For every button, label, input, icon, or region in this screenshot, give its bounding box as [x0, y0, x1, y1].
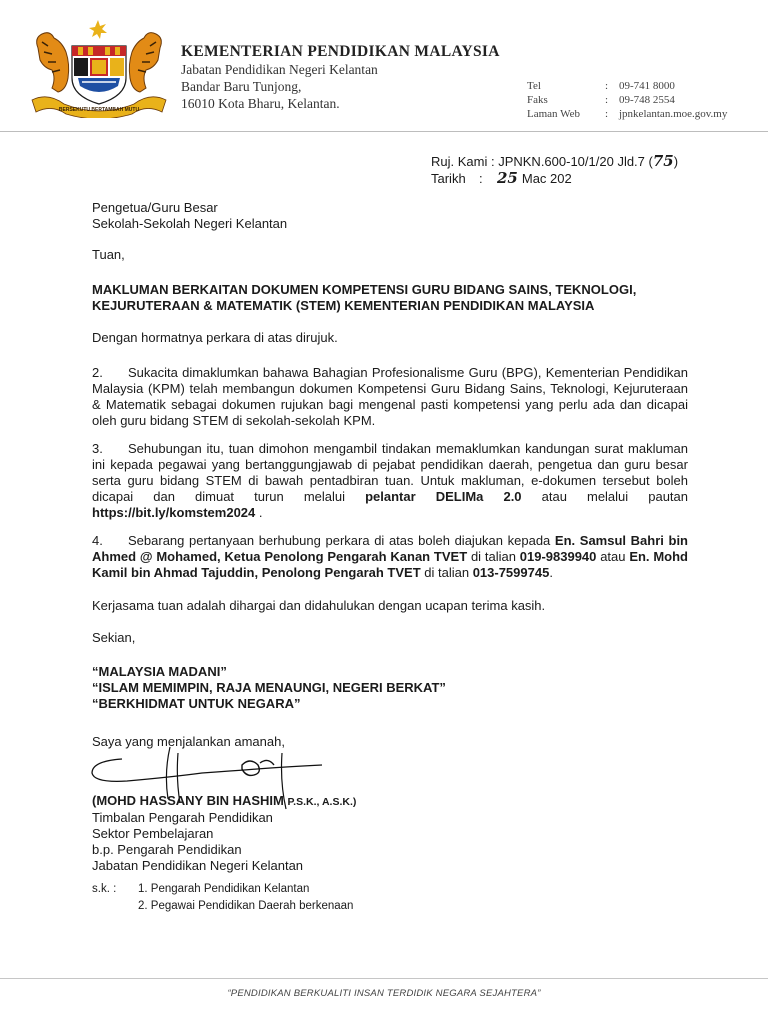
salutation: Tuan, [92, 247, 125, 262]
reference-close: ) [673, 154, 679, 169]
contact-fax [527, 93, 727, 107]
date-value: Mac 202 [521, 171, 572, 186]
paragraph-2 [92, 365, 688, 429]
contact-value: 09-748 2554 [619, 94, 675, 106]
paragraph-number: 4. [92, 533, 103, 548]
recipient-block [92, 200, 688, 232]
cc-list [138, 881, 353, 915]
paragraph-text: Sebarang pertanyaan berhubung perkara di atas boleh diajukan kepada [128, 533, 555, 548]
reference-number-row [431, 153, 678, 170]
phone-number-2: 013-7599745 [472, 565, 550, 580]
contact-separator: : [605, 108, 609, 120]
coat-of-arms-logo [28, 18, 170, 118]
contact-separator: : [605, 80, 609, 92]
paragraph-text: di talian [420, 565, 473, 580]
signatory-title-line: Timbalan Pengarah Pendidikan [92, 810, 273, 825]
contact-label: Faks [527, 94, 548, 106]
subject-line: MAKLUMAN BERKAITAN DOKUMEN KOMPETENSI GURU BIDANG SAINS, TEKNOLOGI, [92, 282, 637, 297]
paragraph-text: atau [596, 549, 630, 564]
reference-block [431, 153, 678, 187]
subject-heading [92, 282, 692, 314]
header-divider [0, 131, 768, 132]
handwritten-reference-number: 75 [652, 152, 674, 170]
footer-motto: “PENDIDIKAN BERKUALITI INSAN TERDIDIK NEGARA SEJAHTERA” [227, 988, 541, 999]
closing-sentence: Kerjasama tuan adalah dihargai dan didahulukan dengan ucapan terima kasih. [92, 598, 546, 613]
footer-divider [0, 978, 768, 979]
signatory-honors: P.S.K., A.S.K.) [287, 796, 357, 808]
signatory-name-text: (MOHD HASSANY BIN HASHIM [92, 793, 284, 808]
slogan-line: “ISLAM MEMIMPIN, RAJA MENAUNGI, NEGERI BERKAT” [92, 680, 446, 695]
contact-separator: : [605, 94, 609, 106]
signatory-title-line: b.p. Pengarah Pendidikan [92, 842, 242, 857]
signatory-title-line: Sektor Pembelajaran [92, 826, 214, 841]
recipient-line: Sekolah-Sekolah Negeri Kelantan [92, 216, 288, 231]
signatory-titles [92, 810, 688, 874]
carbon-copy-block [92, 881, 353, 915]
slogans-block [92, 664, 688, 712]
slogan-line: “BERKHIDMAT UNTUK NEGARA” [92, 696, 301, 711]
date-label: Tarikh [431, 171, 466, 186]
paragraph-text: atau melalui pautan [521, 489, 689, 504]
slogan-line: “MALAYSIA MADANI” [92, 664, 227, 679]
contact-label: Laman Web [527, 108, 580, 120]
download-link[interactable]: https://bit.ly/komstem2024 [92, 505, 256, 520]
signatory-name [92, 793, 356, 808]
handwritten-date-day: 25 [497, 169, 518, 187]
paragraph-text: . [549, 565, 553, 580]
phone-number-1: 019-9839940 [519, 549, 597, 564]
address-line-1: Bandar Baru Tunjong, [181, 79, 302, 94]
signatory-title-line: Jabatan Pendidikan Negeri Kelantan [92, 858, 304, 873]
cc-item: 2. Pegawai Pendidikan Daerah berkenaan [138, 900, 354, 912]
paragraph-4 [92, 533, 688, 581]
address-line-2: 16010 Kota Bharu, Kelantan. [181, 96, 340, 111]
reference-label: Ruj. Kami : [431, 154, 495, 169]
contact-block [527, 79, 727, 121]
amanah-line: Saya yang menjalankan amanah, [92, 734, 285, 749]
contact-value: 09-741 8000 [619, 80, 675, 92]
paragraph-text: di talian [467, 549, 520, 564]
contact-label: Tel [527, 80, 541, 92]
platform-name: pelantar DELIMa 2.0 [365, 489, 522, 504]
paragraph-text: Sukacita dimaklumkan bahawa Bahagian Profesionalisme Guru (BPG), Kementerian Pendidikan Malaysia (KPM) telah membangun dokumen Kompetensi Guru Bidang Sains, Teknologi, Kejuruteraan & Matematik sebagai dokumen rujukan bagi mengenal pasti kompetensi yang perlu ada dan dicapai oleh guru bidang STEM di sekolah-sekolah KPM. [92, 365, 688, 428]
date-separator: : [479, 171, 483, 186]
cc-label: s.k. : [92, 883, 117, 895]
contact-value: jpnkelantan.moe.gov.my [619, 108, 728, 120]
crest-motto-text: BERSEKUTU BERTAMBAH MUTU [58, 107, 140, 113]
contact-person-2: En. Mohd Kamil bin Ahmad Tajuddin, Penolong Pengarah TVET [92, 549, 688, 580]
date-row [431, 170, 678, 187]
paragraph-text: . [255, 505, 263, 520]
paragraph-number: 3. [92, 441, 103, 456]
contact-tel [527, 79, 727, 93]
cc-item: 1. Pengarah Pendidikan Kelantan [138, 883, 310, 895]
contact-website [527, 107, 727, 121]
department-name: Jabatan Pendidikan Negeri Kelantan [181, 62, 378, 77]
recipient-line: Pengetua/Guru Besar [92, 200, 218, 215]
reference-value: JPNKN.600-10/1/20 Jld.7 ( [498, 154, 653, 169]
opening-sentence: Dengan hormatnya perkara di atas dirujuk. [92, 330, 338, 345]
subject-line: KEJURUTERAAN & MATEMATIK (STEM) KEMENTERIAN PENDIDIKAN MALAYSIA [92, 298, 595, 313]
ministry-name: KEMENTERIAN PENDIDIKAN MALAYSIA [181, 43, 500, 60]
paragraph-number: 2. [92, 365, 103, 380]
paragraph-text: Sehubungan itu, tuan dimohon mengambil tindakan memaklumkan kandungan surat makluman ini kepada pegawai yang bertanggungjawab di pejabat pendidikan daerah, pengetua dan guru besar serta guru bidang STEM di bawah pentadbiran tuan. Untuk makluman, e-dokumen tersebut boleh dicapai dan dimuat turun melalui [92, 441, 688, 504]
contact-person-1: En. Samsul Bahri bin Ahmed @ Mohamed, Ketua Penolong Pengarah Kanan TVET [92, 533, 688, 564]
paragraph-3 [92, 441, 688, 521]
sekian: Sekian, [92, 630, 136, 645]
